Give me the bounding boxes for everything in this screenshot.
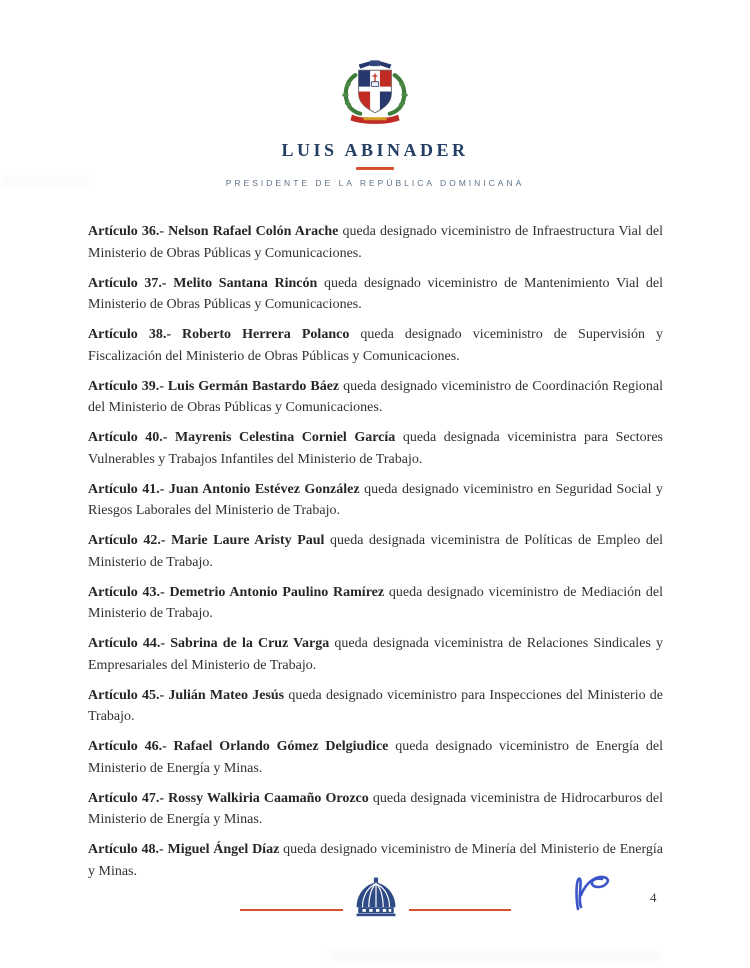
signature-icon [572,871,616,913]
article-37 [88,273,663,316]
palace-dome-icon [347,876,405,920]
article-41-text: queda designado viceministro en Seguridad Social y Riesgos Laborales del Ministerio de Trabajo. [88,481,664,518]
decree-body [88,221,663,882]
article-41-heading: Artículo 41.- Juan Antonio Estévez González [88,481,360,497]
article-45 [88,685,663,728]
article-38-text: queda designado viceministro de Supervisión y Fiscalización del Ministerio de Obras Públicas y Comunicaciones. [88,327,664,364]
article-45-heading: Artículo 45.- Julián Mateo Jesús [88,687,285,703]
article-36-text: queda designado viceministro de Infraestructura Vial del Ministerio de Obras Públicas y Comunicaciones. [88,224,663,261]
article-39-text: queda designado viceministro de Coordinación Regional del Ministerio de Obras Públicas y Comunicaciones. [88,378,663,415]
scan-artifact [330,950,660,960]
article-37-text: queda designado viceministro de Mantenimiento Vial del Ministerio de Obras Públicas y Comunicaciones. [88,275,664,312]
footer-rule-left [240,909,343,911]
article-43 [88,582,663,625]
article-47-text: queda designada viceministra de Hidrocarburos del Ministerio de Energía y Minas. [88,790,664,827]
article-44-heading: Artículo 44.- Sabrina de la Cruz Varga [88,636,330,651]
article-42-text: queda designada viceministra de Políticas de Empleo del Ministerio de Trabajo. [88,533,664,570]
article-46-heading: Artículo 46.- Rafael Orlando Gómez Delgiudice [88,739,389,754]
article-44-text: queda designada viceministra de Relaciones Sindicales y Empresariales del Ministerio de Trabajo. [88,636,663,673]
footer-rule-right [409,909,511,911]
article-44 [88,633,663,676]
article-38 [88,324,663,367]
article-37-heading: Artículo 37.- Melito Santana Rincón [88,275,318,291]
article-36-heading: Artículo 36.- Nelson Rafael Colón Arache [88,224,339,239]
article-46 [88,736,663,779]
article-46-text: queda designado viceministro de Energía del Ministerio de Energía y Minas. [88,739,664,776]
article-36 [88,221,663,264]
article-43-text: queda designado viceministro de Mediación del Ministerio de Trabajo. [88,584,664,621]
article-40 [88,427,663,470]
article-41 [88,479,663,522]
article-47 [88,788,663,831]
article-43-heading: Artículo 43.- Demetrio Antonio Paulino Ramírez [88,584,385,600]
article-40-text: queda designada viceministra para Sectores Vulnerables y Trabajos Infantiles del Ministerio de Trabajo. [88,430,663,467]
page-number: 4 [650,890,657,905]
article-42-heading: Artículo 42.- Marie Laure Aristy Paul [88,533,325,548]
article-45-text: queda designado viceministro para Inspecciones del Ministerio de Trabajo. [88,687,664,724]
dominican-coat-of-arms-icon [334,57,416,131]
article-48-heading: Artículo 48.- Miguel Ángel Díaz [88,842,280,857]
article-48-text: queda designado viceministro de Minería del Ministerio de Energía y Minas. [88,842,664,879]
letterhead [0,57,750,188]
article-47-heading: Artículo 47.- Rossy Walkiria Caamaño Orozco [88,790,369,806]
article-39-heading: Artículo 39.- Luis Germán Bastardo Báez [88,378,340,394]
president-name: LUIS ABINADER [281,140,469,160]
article-42 [88,530,663,573]
article-39 [88,376,663,419]
article-40-heading: Artículo 40.- Mayrenis Celestina Corniel García [88,430,396,445]
accent-rule [356,167,394,170]
article-38-heading: Artículo 38.- Roberto Herrera Polanco [88,327,350,342]
president-title: PRESIDENTE DE LA REPÚBLICA DOMINICANA [225,178,525,188]
